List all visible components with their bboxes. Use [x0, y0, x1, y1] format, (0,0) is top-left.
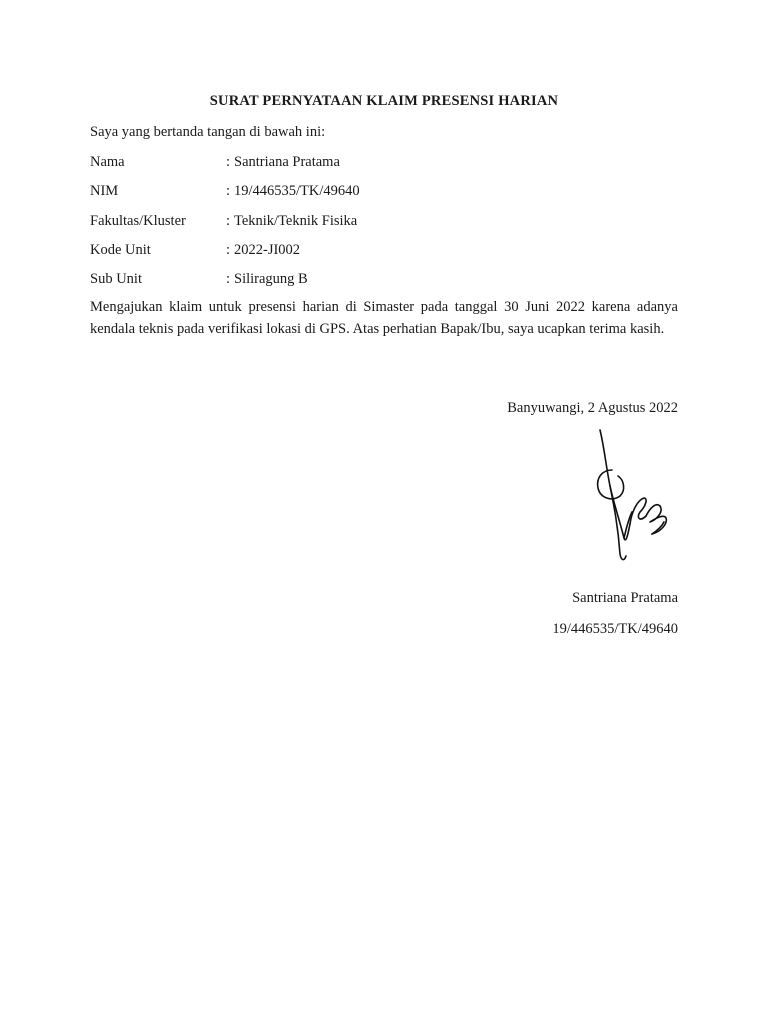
field-nim	[90, 180, 690, 202]
field-value: Santriana Pratama	[234, 154, 340, 170]
signatory-name: Santriana Pratama	[572, 590, 678, 606]
field-separator: :	[226, 183, 231, 199]
field-separator: :	[226, 271, 231, 287]
letter-title: SURAT PERNYATAAN KLAIM PRESENSI HARIAN	[209, 93, 559, 109]
field-value: Siliragung B	[234, 271, 308, 287]
field-value: 19/446535/TK/49640	[234, 183, 360, 199]
body-paragraph: Mengajukan klaim untuk presensi harian di Simaster pada tanggal 30 Juni 2022 karena adanya kendala teknis pada verifikasi lokasi di GPS. Atas perhatian Bapak/Ibu, saya ucapkan terima kasih.	[90, 299, 678, 337]
field-sub-unit	[90, 268, 690, 290]
field-value: Teknik/Teknik Fisika	[234, 213, 358, 229]
field-separator: :	[226, 213, 231, 229]
field-nama	[90, 151, 690, 173]
field-label: Fakultas/Kluster	[90, 213, 186, 229]
field-separator: :	[226, 154, 231, 170]
field-separator: :	[226, 242, 231, 258]
field-value: 2022-JI002	[234, 242, 301, 258]
field-kode-unit	[90, 239, 690, 261]
signatory-nim: 19/446535/TK/49640	[552, 621, 678, 637]
field-label: NIM	[90, 183, 119, 199]
place-date: Banyuwangi, 2 Agustus 2022	[507, 400, 678, 416]
field-label: Nama	[90, 154, 125, 170]
handwritten-signature	[590, 426, 676, 566]
intro-text: Saya yang bertanda tangan di bawah ini:	[90, 124, 326, 140]
field-fakultas	[90, 210, 690, 232]
field-label: Kode Unit	[90, 242, 151, 258]
field-label: Sub Unit	[90, 271, 142, 287]
